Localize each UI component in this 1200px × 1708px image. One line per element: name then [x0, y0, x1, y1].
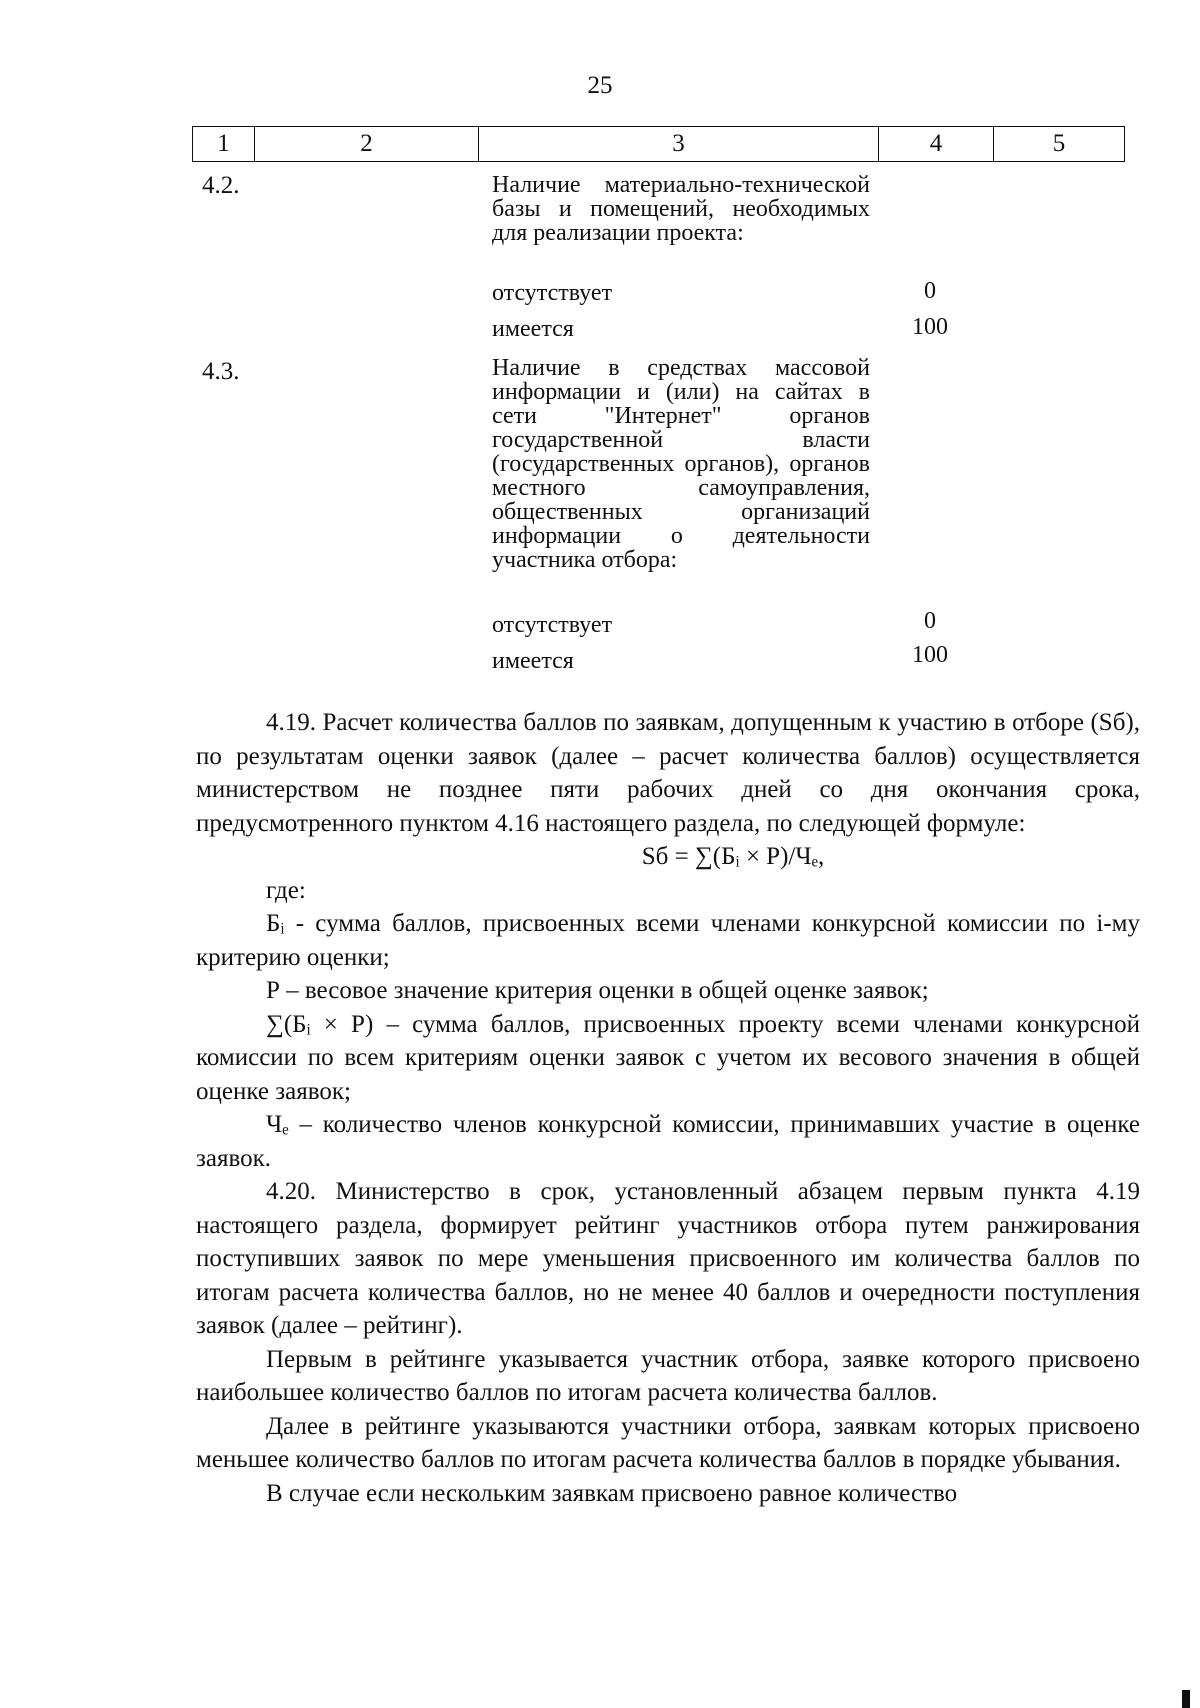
row-number: 4.3. — [202, 358, 240, 385]
paragraph-where: где: — [266, 876, 306, 904]
col-header-3: 3 — [479, 127, 879, 162]
option-label: имеется — [492, 316, 574, 342]
criterion-text: Наличие материально-технической базы и помещений, необходимых для реализации проекта: — [492, 172, 870, 246]
option-score: 100 — [912, 642, 948, 668]
scan-mark — [1182, 1690, 1190, 1708]
paragraph-4-20: 4.20. Министерство в срок, установленный абзацем первым пункта 4.19 настоящего раздела, формирует рейтинг участников отбора путем ранжирования поступивших заявок по мере уменьшения присвоенного им количества баллов по итогам расчета количества баллов, но не менее 40 баллов и очередности поступления заявок (далее – рейтинг). — [196, 1178, 1140, 1339]
definition-b: Бᵢ - сумма баллов, присвоенных всеми членами конкурсной комиссии по i-му критерию оценки; — [196, 910, 1140, 971]
definition-ch: Чₑ – количество членов конкурсной комиссии, принимавших участие в оценке заявок. — [196, 1111, 1140, 1172]
option-label: отсутствует — [492, 280, 613, 306]
table-header — [192, 126, 1125, 162]
paragraph-last: В случае если нескольким заявкам присвоено равное количество — [266, 1479, 958, 1507]
col-header-5: 5 — [994, 127, 1125, 162]
page-number: 25 — [587, 72, 613, 99]
row-number: 4.2. — [202, 172, 240, 199]
option-score: 100 — [912, 314, 948, 340]
option-score: 0 — [924, 608, 936, 634]
option-score: 0 — [924, 278, 936, 304]
option-label: имеется — [492, 648, 574, 674]
col-header-2: 2 — [255, 127, 479, 162]
definition-p: Р – весовое значение критерия оценки в общей оценке заявок; — [266, 977, 929, 1004]
definition-sum: ∑(Бᵢ × Р) – сумма баллов, присвоенных проекту всеми членами конкурсной комиссии по всем критериям оценки заявок с учетом их весового значения в общей оценке заявок; — [196, 1010, 1140, 1105]
col-header-4: 4 — [879, 127, 994, 162]
paragraph-4-19: 4.19. Расчет количества баллов по заявкам, допущенным к участию в отборе (Sб), по результатам оценки заявок (далее – расчет количества баллов) осуществляется министерством не позднее пяти рабочих дней со дня окончания срока, предусмотренного пунктом 4.16 настоящего раздела, по следующей формуле: — [196, 709, 1140, 837]
paragraph-next: Далее в рейтинге указываются участники отбора, заявкам которых присвоено меньшее количество баллов по итогам расчета количества баллов в порядке убывания. — [196, 1412, 1140, 1473]
option-label: отсутствует — [492, 612, 613, 638]
col-header-1: 1 — [193, 127, 255, 162]
formula: Sб = ∑(Бᵢ × Р)/Чₑ, — [641, 843, 825, 870]
paragraph-first: Первым в рейтинге указывается участник отбора, заявке которого присвоено наибольшее количество баллов по итогам расчета количества баллов. — [196, 1345, 1140, 1406]
document-body — [196, 706, 1140, 1510]
criterion-text: Наличие в средствах массовой информации и (или) на сайтах в сети "Интернет" органов государственной власти (государственных органов), органов местного самоуправления, общественных организаций информации о деятельности участника отбора: — [492, 355, 870, 573]
